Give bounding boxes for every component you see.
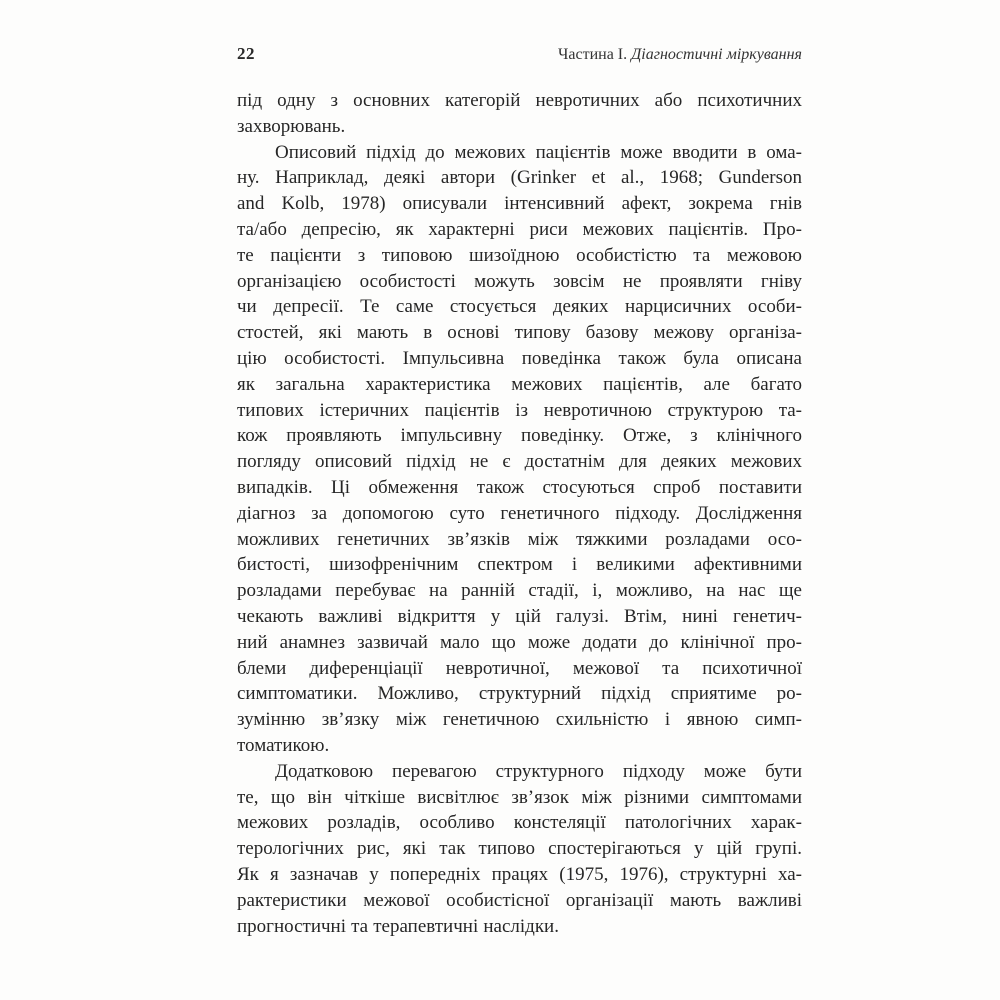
text-line: організацією особистості можуть зовсім не проявляти гніву xyxy=(237,270,802,292)
text-line: симптоматики. Можливо, структурний підхід сприятиме ро- xyxy=(237,683,802,705)
text-line: випадків. Ці обмеження також стосуються спроб поставити xyxy=(237,476,802,498)
page-number: 22 xyxy=(237,44,255,63)
text-line: розладами перебуває на ранній стадії, і, можливо, на нас ще xyxy=(237,580,802,602)
text-line: та/або депресію, як характерні риси межових пацієнтів. Про- xyxy=(237,218,802,240)
text-line: цію особистості. Імпульсивна поведінка також була описана xyxy=(237,347,802,369)
text-line: стостей, які мають в основі типову базову межову організа- xyxy=(237,322,802,344)
text-line: блеми диференціації невротичної, межової та психотичної xyxy=(237,657,802,679)
text-line: ну. Наприклад, деякі автори (Grinker et al., 1968; Gunderson xyxy=(237,167,802,189)
text-line: можливих генетичних зв’язків між тяжкими розладами осо- xyxy=(237,528,802,550)
text-line: ний анамнез зазвичай мало що може додати до клінічної про- xyxy=(237,631,802,653)
text-line: Додатковою перевагою структурного підходу може бути xyxy=(275,760,802,782)
text-line: погляду описовий підхід не є достатнім для деяких межових xyxy=(237,451,802,473)
text-line: томатикою. xyxy=(237,734,330,756)
text-line: під одну з основних категорій невротичних або психотичних xyxy=(237,90,802,111)
running-title-part-label: Частина I. xyxy=(557,46,632,63)
body-text xyxy=(237,88,802,939)
text-line: бистості, шизофренічним спектром і великими афективними xyxy=(237,554,802,576)
running-title-chapter-label: Діагностичні міркування xyxy=(631,46,802,63)
text-line: кож проявляють імпульсивну поведінку. Отже, з клінічного xyxy=(237,425,802,447)
text-line: чи депресії. Те саме стосується деяких нарцисичних особи- xyxy=(237,296,802,318)
text-line: діагноз за допомогою суто генетичного підходу. Дослідження xyxy=(237,502,802,524)
text-line: Описовий підхід до межових пацієнтів може вводити в ома- xyxy=(275,141,802,163)
text-line: як загальна характеристика межових пацієнтів, але багато xyxy=(237,373,802,395)
text-line: прогностичні та терапевтичні наслідки. xyxy=(237,915,559,937)
text-line: межових розладів, особливо констеляції патологічних харак- xyxy=(237,812,802,834)
text-line: типових істеричних пацієнтів із невротичною структурою та- xyxy=(237,399,802,421)
text-line: and Kolb, 1978) описували інтенсивний афект, зокрема гнів xyxy=(237,193,802,215)
text-line: Як я зазначав у попередніх працях (1975, 1976), структурні ха- xyxy=(237,863,802,885)
text-line: захворювань. xyxy=(237,115,346,137)
page-header xyxy=(237,44,802,64)
text-line: терологічних рис, які так типово спостерігаються у цій групі. xyxy=(237,838,802,860)
text-line: рактеристики межової особистісної організації мають важливі xyxy=(237,889,802,911)
text-line: чекають важливі відкриття у цій галузі. Втім, нині генетич- xyxy=(237,605,802,627)
paragraph xyxy=(237,140,802,759)
paragraph xyxy=(237,759,802,940)
paragraph xyxy=(237,88,802,140)
running-title xyxy=(558,46,802,64)
text-line: те пацієнти з типовою шизоїдною особистістю та межовою xyxy=(237,244,802,266)
text-line: те, що він чіткіше висвітлює зв’язок між різними симптомами xyxy=(237,786,802,808)
text-line: зумінню зв’язку між генетичною схильністю і явною симп- xyxy=(237,709,802,731)
